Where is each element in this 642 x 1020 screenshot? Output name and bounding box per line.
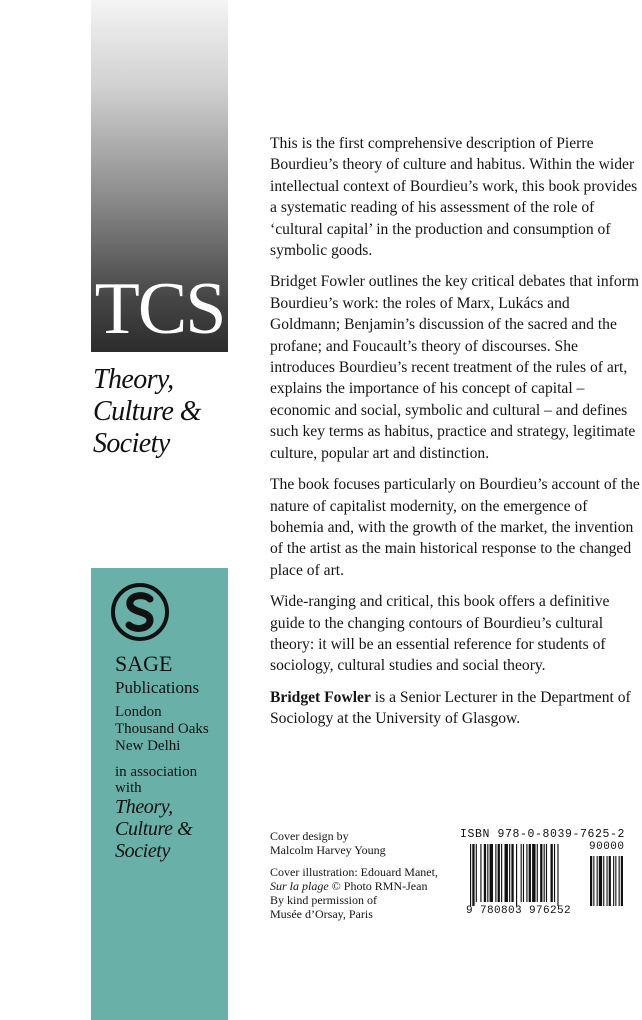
series-name-line: Society bbox=[93, 428, 170, 459]
barcode-bar bbox=[490, 844, 493, 902]
blurb-paragraph: This is the first comprehensive description of Pierre Bourdieu’s theory of culture and habitus. Within the wider intellectual context of Bourdieu’s work, this book provides a systematic reading of his assessment of the role of ‘cultural capital’ in the production and consumption of symbolic goods. bbox=[270, 135, 638, 260]
barcode-bar bbox=[526, 844, 527, 902]
addon-bar bbox=[597, 856, 598, 906]
city: London bbox=[115, 704, 162, 720]
series-logo-block bbox=[91, 0, 228, 352]
addon-bar bbox=[621, 856, 623, 906]
photo-credit: © Photo RMN-Jean bbox=[328, 879, 428, 893]
publisher-panel bbox=[91, 568, 228, 1020]
barcode-bar bbox=[537, 844, 538, 902]
association-series-line: Culture & bbox=[115, 818, 193, 840]
addon-bar bbox=[603, 856, 604, 906]
barcode-bar bbox=[516, 844, 517, 906]
barcode-bar bbox=[498, 844, 500, 902]
barcode-bar bbox=[472, 844, 474, 906]
series-name-line: Theory, bbox=[93, 364, 174, 395]
addon-digits: 90000 bbox=[589, 841, 625, 853]
design-credit bbox=[270, 829, 460, 857]
isbn-text: ISBN 978-0-8039-7625-2 bbox=[460, 828, 626, 841]
blurb-paragraph: Bridget Fowler outlines the key critical debates that inform Bourdieu’s work: the roles of Marx, Lukács and Goldmann; Benjamin’s discussion of the sacred and the profane; and Foucault’s theory of discourses. She introduces Bourdieu’s recent treatment of the rules of art, explains the importance of his concept of capital – economic and social, symbolic and cultural – and defines such key terms as habitus, practice and strategy, legitimate culture, popular art and distinction. bbox=[270, 273, 639, 462]
addon-bar bbox=[615, 856, 616, 906]
barcode-bar bbox=[511, 844, 513, 902]
publisher-division: Publications bbox=[115, 678, 200, 697]
spine-column bbox=[91, 0, 228, 1020]
city: Thousand Oaks bbox=[115, 721, 209, 737]
association-series-line: Theory, bbox=[115, 796, 173, 818]
barcode-bar bbox=[529, 844, 531, 902]
addon-bar bbox=[593, 856, 594, 906]
artwork-title: Sur la plage bbox=[270, 879, 329, 893]
barcode-bar bbox=[557, 844, 558, 906]
ean-digits: 9 780803 976252 bbox=[466, 905, 572, 917]
designer-name: Malcolm Harvey Young bbox=[270, 843, 386, 857]
barcode-bar bbox=[554, 844, 555, 902]
barcode-bar bbox=[509, 844, 510, 902]
city: New Delhi bbox=[115, 738, 181, 754]
barcode-bar bbox=[505, 844, 508, 902]
sage-s-icon bbox=[110, 582, 170, 642]
addon-bar bbox=[613, 856, 614, 906]
association-line: with bbox=[115, 780, 142, 796]
publisher-cities bbox=[115, 704, 209, 755]
author-bio bbox=[270, 687, 640, 730]
barcode-bar bbox=[546, 844, 547, 902]
cover-credits bbox=[270, 829, 460, 929]
illustration-credit bbox=[270, 865, 460, 921]
barcode-bar bbox=[523, 844, 524, 902]
barcode-bar bbox=[470, 844, 471, 906]
barcode-bar bbox=[551, 844, 553, 902]
barcode-bar bbox=[484, 844, 486, 902]
permission-text: By kind permission of bbox=[270, 893, 377, 907]
association-line: in association bbox=[115, 764, 198, 780]
association-series bbox=[115, 796, 192, 862]
addon-bar bbox=[599, 856, 602, 906]
back-cover-blurb bbox=[270, 133, 640, 740]
museum-name: Musée d’Orsay, Paris bbox=[270, 907, 373, 921]
barcode-bar bbox=[540, 844, 542, 902]
barcode-bar bbox=[501, 844, 502, 902]
addon-bar bbox=[619, 856, 620, 906]
association-series-line: Society bbox=[115, 840, 170, 862]
blurb-paragraph: Wide-ranging and critical, this book offers a definitive guide to the changing contours of Bourdieu’s cultural theory: it will be an essential reference for students of sociology, cultural studies and social theory. bbox=[270, 593, 610, 675]
series-name-line: Culture & bbox=[93, 396, 201, 427]
barcode-bar bbox=[487, 844, 488, 902]
barcode-bar bbox=[521, 844, 522, 902]
addon-bar bbox=[607, 856, 608, 906]
design-label: Cover design by bbox=[270, 829, 349, 843]
association-text bbox=[115, 764, 197, 796]
addon-bar bbox=[609, 856, 611, 906]
tcs-logo: TCS bbox=[94, 268, 225, 350]
series-name bbox=[93, 364, 233, 460]
publisher-name: SAGE bbox=[115, 651, 173, 676]
author-bio-text: is a Senior Lecturer in the Department of Sociology at the University of Glasgow. bbox=[270, 688, 631, 728]
barcode-bar bbox=[495, 844, 496, 902]
barcode-bar bbox=[480, 844, 481, 902]
author-name: Bridget Fowler bbox=[270, 688, 371, 706]
isbn-barcode bbox=[460, 828, 638, 917]
addon-bar bbox=[590, 856, 592, 906]
blurb-paragraph: The book focuses particularly on Bourdieu’s account of the nature of capitalist modernity, on the emergence of bohemia and, with the growth of the market, the invention of the artist as the main historical response to the changed place of art. bbox=[270, 476, 640, 579]
barcode-bar bbox=[532, 844, 535, 902]
barcode-bar bbox=[544, 844, 545, 902]
illustration-prefix: Cover illustration: Edouard Manet, bbox=[270, 865, 438, 879]
barcode-bars bbox=[464, 844, 636, 908]
barcode-bar bbox=[476, 844, 477, 902]
